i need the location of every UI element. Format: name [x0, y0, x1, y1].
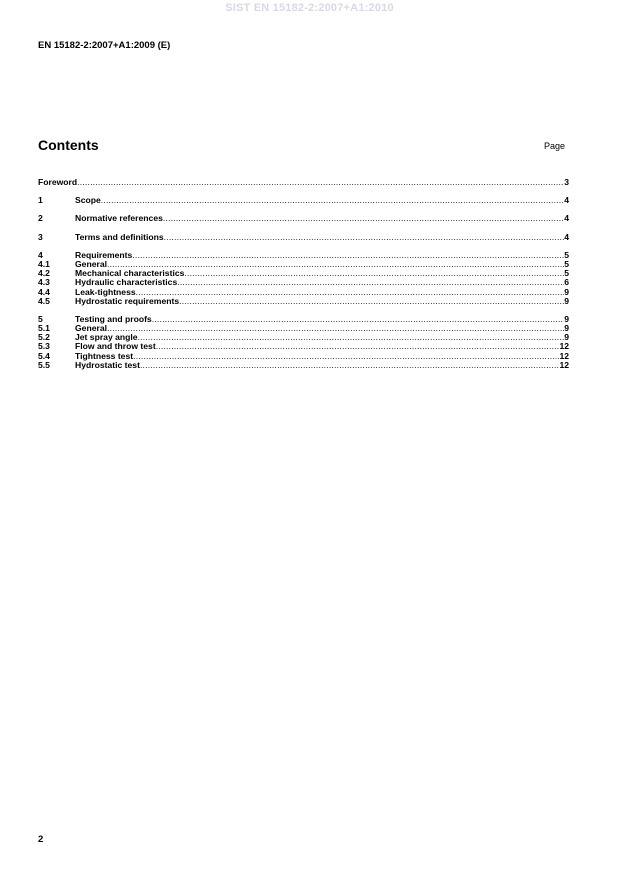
toc-entry-page: 5 — [564, 268, 569, 279]
toc-entry-number: 4.4 — [38, 286, 50, 297]
toc-entry-number: 2 — [38, 213, 43, 224]
toc-entry-title: Hydrostatic requirements — [75, 295, 180, 306]
toc-entry-title: Foreword — [38, 177, 78, 187]
toc-entry-title: Flow and throw test — [75, 341, 156, 352]
toc-entry-number: 1 — [38, 195, 43, 206]
toc-entry-title: Hydrostatic test — [75, 359, 140, 370]
toc-entry-page: 12 — [559, 341, 569, 352]
contents-title: Contents — [38, 137, 99, 153]
toc-entry-scope[interactable] — [38, 196, 569, 205]
toc-entry-number: 5.2 — [38, 332, 50, 343]
toc-entry-title: General — [75, 323, 108, 334]
toc-entry-page: 5 — [564, 258, 569, 269]
toc-entry-page: 9 — [564, 313, 569, 324]
toc-entry-title: Normative references — [75, 213, 163, 224]
dot-leader — [136, 288, 565, 297]
dot-leader — [152, 315, 565, 324]
toc-entry-terms-and-definitions[interactable] — [38, 233, 569, 242]
toc-entry-number: 5.4 — [38, 350, 50, 361]
toc-entry-title: Scope — [75, 195, 101, 206]
toc-entry-title: Requirements — [75, 249, 133, 260]
toc-entry-title: Mechanical characteristics — [75, 268, 185, 279]
toc-entry-page: 9 — [564, 323, 569, 334]
toc-entry-testing-and-proofs[interactable] — [38, 315, 569, 324]
document-identifier: EN 15182-2:2007+A1:2009 (E) — [38, 40, 171, 51]
toc-entry-title: Leak-tightness — [75, 286, 136, 297]
page-column-heading: Page — [544, 141, 566, 151]
table-of-contents — [38, 178, 569, 370]
dot-leader — [107, 324, 564, 333]
toc-entry-page: 12 — [559, 359, 569, 370]
toc-entry-foreword[interactable] — [38, 178, 569, 187]
dot-leader — [179, 297, 564, 306]
toc-entry-number: 5 — [38, 313, 43, 324]
toc-entry-title: General — [75, 258, 108, 269]
toc-entry-page: 4 — [564, 195, 569, 206]
toc-entry-hydrostatic-requirements[interactable] — [38, 297, 569, 306]
dot-leader — [164, 233, 565, 242]
toc-entry-page: 5 — [564, 249, 569, 260]
toc-entry-page: 12 — [559, 350, 569, 361]
toc-entry-number: 5.1 — [38, 323, 50, 334]
toc-entry-title: Tightness test — [75, 350, 134, 361]
toc-entry-page: 6 — [564, 277, 569, 288]
toc-entry-number: 4.2 — [38, 268, 50, 279]
footer-page-number: 2 — [38, 834, 44, 845]
dot-leader — [156, 342, 560, 351]
dot-leader — [138, 333, 565, 342]
dot-leader — [140, 361, 559, 370]
toc-entry-number: 5.3 — [38, 341, 50, 352]
toc-entry-page: 4 — [564, 213, 569, 224]
toc-entry-number: 4.3 — [38, 277, 50, 288]
toc-entry-page: 9 — [564, 295, 569, 306]
toc-entry-page: 3 — [564, 177, 569, 187]
dot-leader — [184, 269, 564, 278]
toc-entry-number: 4 — [38, 249, 43, 260]
toc-entry-title: Hydraulic characteristics — [75, 277, 178, 288]
dot-leader — [177, 278, 564, 287]
toc-entry-page: 4 — [564, 231, 569, 242]
toc-entry-title: Terms and definitions — [75, 231, 164, 242]
toc-entry-normative-references[interactable] — [38, 214, 569, 223]
dot-leader — [132, 251, 564, 260]
toc-entry-title: Jet spray angle — [75, 332, 138, 343]
toc-entry-hydrostatic-test[interactable] — [38, 361, 569, 370]
toc-entry-number: 5.5 — [38, 359, 50, 370]
toc-entry-page: 9 — [564, 332, 569, 343]
toc-entry-number: 3 — [38, 231, 43, 242]
watermark: SIST EN 15182-2:2007+A1:2010 — [225, 2, 394, 14]
dot-leader — [163, 214, 564, 223]
dot-leader — [133, 352, 559, 361]
toc-entry-page: 9 — [564, 286, 569, 297]
toc-entry-number: 4.1 — [38, 258, 50, 269]
toc-entry-number: 4.5 — [38, 295, 50, 306]
toc-entry-title: Testing and proofs — [75, 313, 152, 324]
dot-leader — [101, 196, 564, 205]
dot-leader — [77, 178, 564, 187]
toc-entry-requirements[interactable] — [38, 251, 569, 260]
